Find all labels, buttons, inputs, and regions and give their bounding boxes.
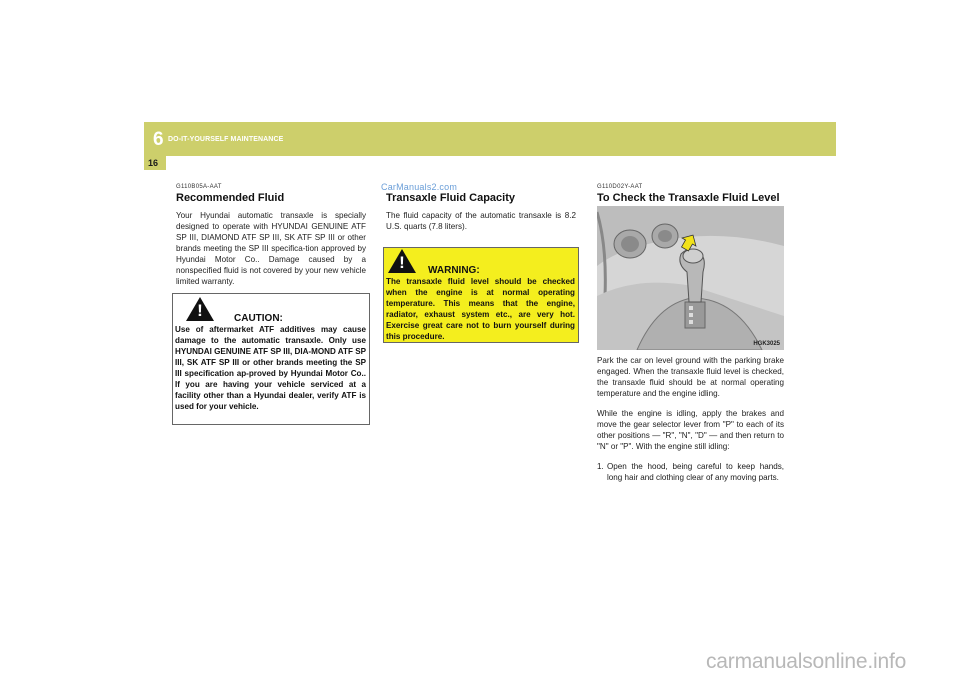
gear-selector-figure (597, 206, 784, 350)
section-body: Your Hyundai automatic transaxle is specially designed to operate with HYUNDAI GENUINE ATF SP III, DIAMOND ATF SP III, SK ATF SP III or other brands meeting the SP III specifica-tion approved by Hyundai Motor Co.. Damage caused by a nonspecified fluid is not covered by your new vehicle limited warranty. (176, 211, 366, 286)
section-heading: To Check the Transaxle Fluid Level (597, 192, 780, 204)
caution-text: Use of aftermarket ATF additives may cause damage to the automatic transaxle. Only use HYUNDAI GENUINE ATF SP III, DIA-MOND ATF SP III, SK ATF SP III or other brands meeting the SP III specification ap-proved by Hyundai Motor Co.. If you are having your vehicle serviced at a facility other than a Hyundai dealer, verify ATF is used for your vehicle. (175, 325, 366, 411)
caution-title: CAUTION: (234, 313, 283, 324)
watermark-footer: carmanualsonline.info (706, 650, 907, 673)
left-column (176, 184, 366, 287)
section-code (386, 184, 576, 190)
middle-column (386, 184, 576, 232)
list-text: Open the hood, being careful to keep hands, long hair and clothing clear of any moving parts. (607, 462, 784, 482)
warning-title: WARNING: (428, 265, 480, 276)
paragraph: While the engine is idling, apply the brakes and move the gear selector lever from "P" to each of its other positions — "R", "N", "D" — and then return to "N" or "P". With the engine still idling: (597, 409, 784, 451)
exclamation-icon: ! (197, 301, 203, 320)
gear-selector-illustration (597, 206, 784, 350)
figure-code: HGK3025 (753, 341, 780, 347)
chapter-title: DO-IT-YOURSELF MAINTENANCE (168, 136, 284, 143)
warning-text: The transaxle fluid level should be checked when the engine is at normal operating temperature. This means that the engine, radiator, exhaust system etc., are very hot. Exercise great care not to burn yourself during this procedure. (386, 277, 575, 341)
chapter-number: 6 (153, 129, 164, 150)
page-number: 16 (148, 158, 159, 168)
section-code: G110D02Y-AAT (597, 184, 643, 190)
exclamation-icon: ! (399, 253, 405, 272)
section-heading: Transaxle Fluid Capacity (386, 192, 515, 204)
paragraph: Park the car on level ground with the parking brake engaged. When the transaxle fluid level is checked, the transaxle fluid should be at normal operating temperature and the engine idling. (597, 356, 784, 398)
list-item (597, 461, 784, 483)
list-number: 1. (597, 462, 604, 471)
section-code: G110B05A-AAT (176, 184, 222, 190)
section-body: The fluid capacity of the automatic transaxle is 8.2 U.S. quarts (7.8 liters). (386, 211, 576, 231)
section-heading: Recommended Fluid (176, 192, 285, 204)
watermark-link[interactable]: CarManuals2.com (381, 182, 458, 192)
right-column-text (597, 355, 784, 483)
